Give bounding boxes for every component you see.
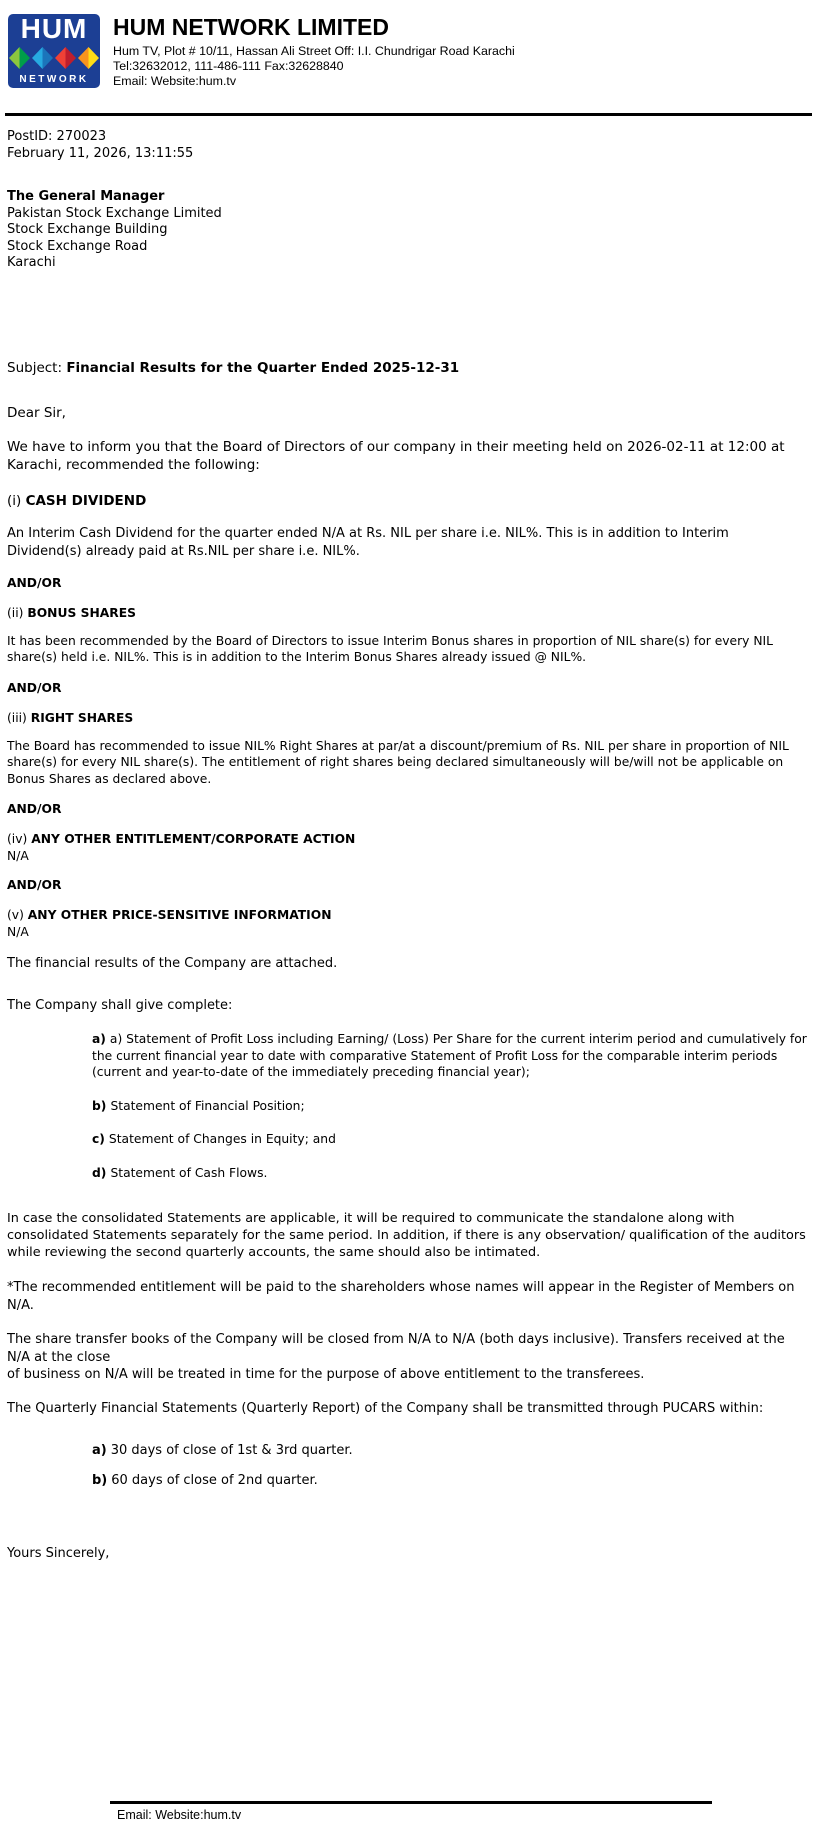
statement-list <box>7 1031 810 1181</box>
deadline-item-a <box>92 1443 810 1458</box>
recipient-line4: Karachi <box>7 255 56 270</box>
section-price-sensitive-heading <box>7 908 810 922</box>
transfer-note-part2: of business on N/A will be treated in time for the purpose of above entitlement to the transferees. <box>7 1367 645 1382</box>
company-address-line2: Tel:32632012, 111-486-111 Fax:32628840 <box>113 59 344 73</box>
section-title: RIGHT SHARES <box>30 710 134 725</box>
deadline-item-b <box>92 1473 810 1488</box>
section-number: (i) <box>7 492 26 509</box>
item-label: c) <box>92 1132 105 1146</box>
section-number: (iii) <box>7 710 31 725</box>
subject-label: Subject: <box>7 359 67 376</box>
letterhead <box>0 0 817 89</box>
section-title: BONUS SHARES <box>27 605 136 620</box>
consolidated-note: In case the consolidated Statements are applicable, it will be required to communicate the standalone along with consolidated Statements separately for the same period. In addition, if there is any observation/ qualification of the auditors while reviewing the second quarterly accounts, the same should also be intimated. <box>7 1211 806 1260</box>
item-text: Statement of Cash Flows. <box>110 1165 268 1180</box>
company-address <box>113 44 515 89</box>
item-label: b) <box>92 1473 108 1488</box>
company-address-line1: Hum TV, Plot # 10/11, Hassan Ali Street Off: I.I. Chundrigar Road Karachi <box>113 44 515 58</box>
section-cash-dividend-heading <box>7 493 810 509</box>
footer-email: Email: Website:hum.tv <box>117 1808 242 1822</box>
section-right-shares-heading <box>7 711 810 725</box>
section-number: (v) <box>7 908 28 922</box>
transfer-note-part1: The share transfer books of the Company will be closed from N/A to N/A (both days inclusive). Transfers received at the N/A at the close <box>7 1332 785 1365</box>
list-item-a <box>92 1031 810 1081</box>
transfer-note <box>7 1331 810 1384</box>
recipient-line1: Pakistan Stock Exchange Limited <box>7 205 222 221</box>
logo-network-text: NETWORK <box>19 74 89 85</box>
list-item-c <box>92 1131 810 1148</box>
post-id: PostID: 270023 <box>7 129 107 144</box>
item-text: 30 days of close of 1st & 3rd quarter. <box>110 1443 353 1458</box>
and-or-divider: AND/OR <box>7 878 62 892</box>
salutation: Dear Sir, <box>7 404 66 421</box>
item-label: a) <box>92 1032 106 1046</box>
section-title: ANY OTHER PRICE-SENSITIVE INFORMATION <box>27 908 332 922</box>
right-shares-paragraph: The Board has recommended to issue NIL% Right Shares at par/at a discount/premium of Rs. NIL per share in proportion of NIL share(s) for every NIL share(s). The entitlement of right shares being declared simultaneously will be/will not be applicable on Bonus Shares as declared above. <box>7 738 789 786</box>
intro-paragraph: We have to inform you that the Board of Directors of our company in their meeting held on 2026-02-11 at 12:00 at Karachi, recommended the following: <box>7 438 785 473</box>
item-label: d) <box>92 1165 107 1180</box>
price-sensitive-value: N/A <box>7 925 29 939</box>
company-name: HUM NETWORK LIMITED <box>113 14 389 40</box>
deadline-list <box>7 1443 810 1488</box>
attached-note: The financial results of the Company are attached. <box>7 956 338 971</box>
letterhead-text <box>113 14 515 89</box>
company-address-line3: Email: Website:hum.tv <box>113 74 237 88</box>
entitlement-note: *The recommended entitlement will be paid to the shareholders whose names will appear in the Register of Members on N/A. <box>7 1280 795 1313</box>
post-datetime: February 11, 2026, 13:11:55 <box>7 145 194 161</box>
list-item-b <box>92 1098 810 1115</box>
section-title: ANY OTHER ENTITLEMENT/CORPORATE ACTION <box>31 832 356 846</box>
and-or-divider: AND/OR <box>7 575 62 590</box>
section-title: CASH DIVIDEND <box>25 492 147 509</box>
item-label: a) <box>92 1443 107 1458</box>
recipient-block <box>7 189 810 272</box>
section-number: (ii) <box>7 605 28 620</box>
logo-hum-text: HUM <box>20 14 88 44</box>
bonus-shares-paragraph: It has been recommended by the Board of Directors to issue Interim Bonus shares in proportion of NIL share(s) for every NIL share(s) held i.e. NIL%. This is in addition to the Interim Bonus Shares already issued @ NIL%. <box>7 633 774 664</box>
subject-title: Financial Results for the Quarter Ended 2025-12-31 <box>66 359 460 376</box>
recipient-line2: Stock Exchange Building <box>7 222 168 237</box>
item-text: a) Statement of Profit Loss including Earning/ (Loss) Per Share for the current interim period and cumulatively for the current financial year to date with comparative Statement of Profit Loss for the comparable interim periods (current and year-to-date of the immediately preceding financial year); <box>92 1032 807 1079</box>
letter-body <box>0 129 817 1561</box>
closing-salutation: Yours Sincerely, <box>7 1546 110 1561</box>
cash-dividend-paragraph: An Interim Cash Dividend for the quarter ended N/A at Rs. NIL per share i.e. NIL%. This is in addition to Interim Dividend(s) already paid at Rs.NIL per share i.e. NIL%. <box>7 525 729 559</box>
item-label: b) <box>92 1098 107 1113</box>
header-divider <box>5 113 812 116</box>
other-entitlement-value: N/A <box>7 849 29 863</box>
logo-triangles-icon <box>8 46 100 70</box>
section-other-entitlement-heading <box>7 832 810 846</box>
item-text: Statement of Changes in Equity; and <box>108 1132 336 1146</box>
hum-network-logo <box>8 14 100 88</box>
item-text: 60 days of close of 2nd quarter. <box>111 1473 318 1488</box>
footer-divider <box>110 1801 712 1804</box>
section-bonus-shares-heading <box>7 606 810 620</box>
recipient-line3: Stock Exchange Road <box>7 238 148 254</box>
recipient-name: The General Manager <box>7 189 165 204</box>
list-item-d <box>92 1165 810 1182</box>
and-or-divider: AND/OR <box>7 680 62 695</box>
complete-note: The Company shall give complete: <box>7 998 233 1013</box>
and-or-divider: AND/OR <box>7 802 62 816</box>
section-number: (iv) <box>7 832 32 846</box>
pucars-note: The Quarterly Financial Statements (Quarterly Report) of the Company shall be transmitted through PUCARS within: <box>7 1400 764 1416</box>
letter-meta <box>7 129 810 162</box>
subject-line <box>7 360 810 376</box>
item-text: Statement of Financial Position; <box>110 1098 305 1113</box>
